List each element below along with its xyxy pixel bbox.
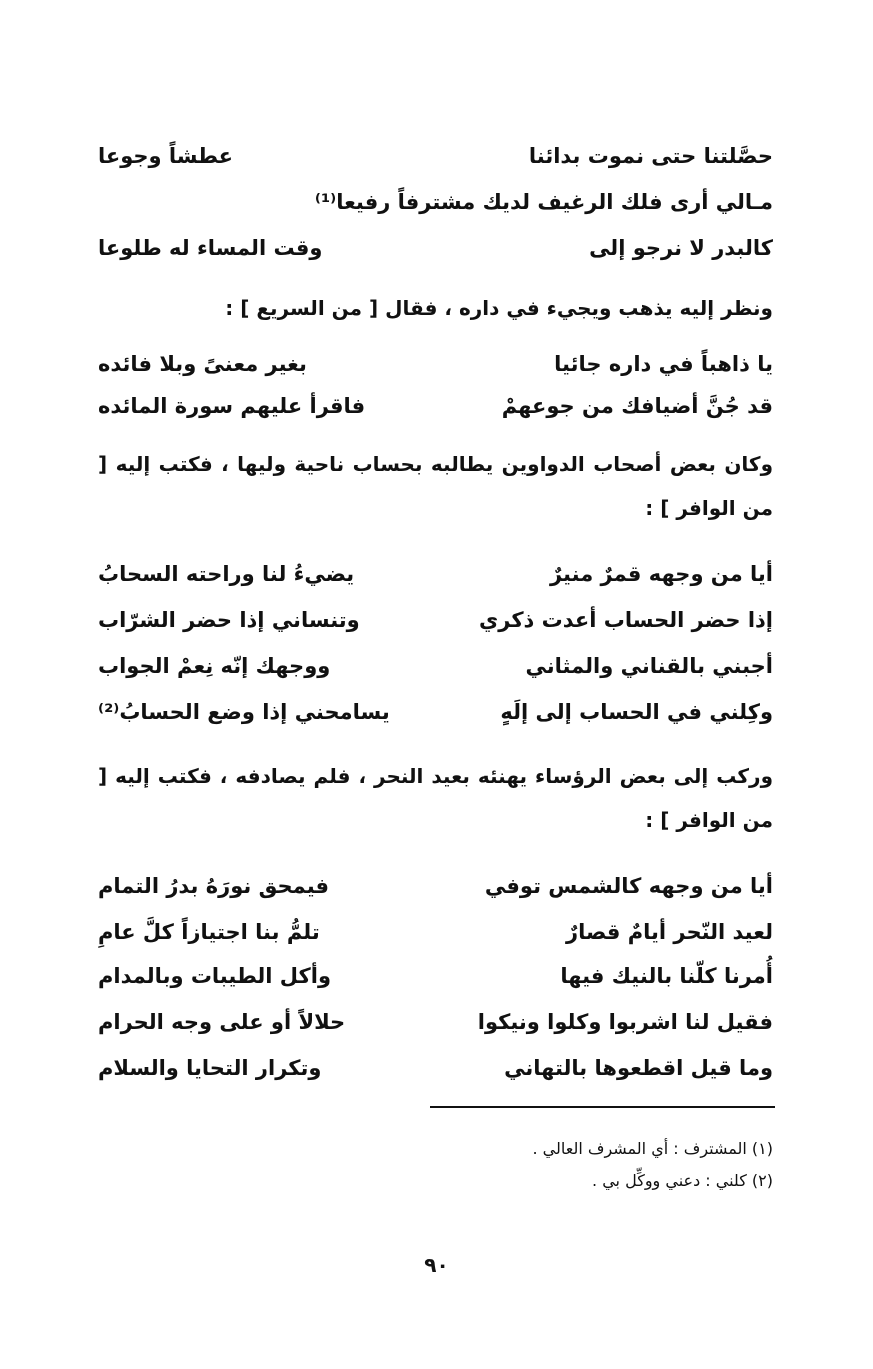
- poem-verse: [98, 956, 773, 996]
- page-number: ٩٠: [424, 1253, 449, 1277]
- verse-second-hemistich: حلالاً أو على وجه الحرام: [98, 1010, 346, 1034]
- poem-verse: [98, 600, 773, 640]
- footnote-separator: [430, 1106, 775, 1108]
- verse-second-hemistich: فيمحق نورَهُ بدرُ التمام: [98, 874, 330, 898]
- verse-second-hemistich: وتكرار التحايا والسلام: [98, 1056, 322, 1080]
- verse-second-hemistich: تلمُّ بنا اجتيازاً كلَّ عامِ: [98, 920, 320, 944]
- verse-first-hemistich: لعيد النّحر أيامٌ قصارٌ: [565, 920, 773, 944]
- poem-verse: [98, 692, 773, 732]
- verse-first-hemistich: إذا حضر الحساب أعدت ذكري: [479, 608, 773, 632]
- verse-second-hemistich: وتنساني إذا حضر الشرّاب: [98, 608, 360, 632]
- prose-paragraph: وركب إلى بعض الرؤساء يهنئه بعيد النحر ، فلم يصادفه ، فكتب إليه [ من الوافر ] :: [98, 764, 773, 832]
- poem-verse: [98, 866, 773, 906]
- poem-verse: [98, 136, 773, 176]
- verse-second-hemistich: بغير معنىً وبلا فائده: [98, 352, 307, 376]
- verse-first-hemistich: أيا من وجهه كالشمس توفي: [484, 874, 773, 898]
- verse-first-hemistich: وكِلني في الحساب إلى إلَهٍ: [500, 700, 773, 724]
- poem-verse: [98, 386, 773, 426]
- verse-first-hemistich: أجبني بالقناني والمثاني: [525, 654, 773, 678]
- verse-first-hemistich: كالبدر لا نرجو إلى: [589, 236, 773, 260]
- poem-verse: [98, 646, 773, 686]
- poem-verse: [98, 554, 773, 594]
- verse-second-hemistich: فاقرأ عليهم سورة المائده: [98, 394, 366, 418]
- poem-verse: [98, 912, 773, 952]
- verse-first-hemistich: قد جُنَّ أضيافك من جوعهمْ: [501, 394, 773, 418]
- verse-first-hemistich: حصَّلتنا حتى نموت بدائنا: [528, 144, 773, 168]
- verse-first-hemistich: فقيل لنا اشربوا وكلوا ونيكوا: [477, 1010, 773, 1034]
- footnote: (٢) كلني : دعني ووكِّل بي .: [592, 1171, 773, 1190]
- poem-verse: [98, 1048, 773, 1088]
- verse-second-hemistich: يسامحني إذا وضع الحسابُ⁽²⁾: [98, 700, 390, 724]
- poem-verse: مـالي أرى فلك الرغيف لديك مشترفاً رفيعا⁽¹⁾: [314, 190, 773, 214]
- verse-second-hemistich: عطشاً وجوعا: [98, 144, 233, 168]
- verse-second-hemistich: ووجهك إنّه نِعمْ الجواب: [98, 654, 331, 678]
- poem-verse: [98, 228, 773, 268]
- prose-paragraph: وكان بعض أصحاب الدواوين يطالبه بحساب ناحية وليها ، فكتب إليه [ من الوافر ] :: [98, 452, 773, 520]
- verse-first-hemistich: وما قيل اقطعوها بالتهاني: [504, 1056, 773, 1080]
- verse-first-hemistich: أُمرنا كلّنا بالنيك فيها: [560, 964, 773, 988]
- prose-paragraph: ونظر إليه يذهب ويجيء في داره ، فقال [ من السريع ] :: [225, 296, 773, 320]
- verse-first-hemistich: أيا من وجهه قمرٌ منيرٌ: [549, 562, 773, 586]
- verse-second-hemistich: وقت المساء له طلوعا: [98, 236, 323, 260]
- verse-second-hemistich: وأكل الطيبات وبالمدام: [98, 964, 332, 988]
- verse-first-hemistich: يا ذاهباً في داره جائيا: [554, 352, 773, 376]
- poem-verse: [98, 1002, 773, 1042]
- verse-second-hemistich: يضيءُ لنا وراحته السحابُ: [98, 562, 355, 586]
- footnote: (١) المشترف : أي المشرف العالي .: [532, 1139, 773, 1158]
- poem-verse: [98, 344, 773, 384]
